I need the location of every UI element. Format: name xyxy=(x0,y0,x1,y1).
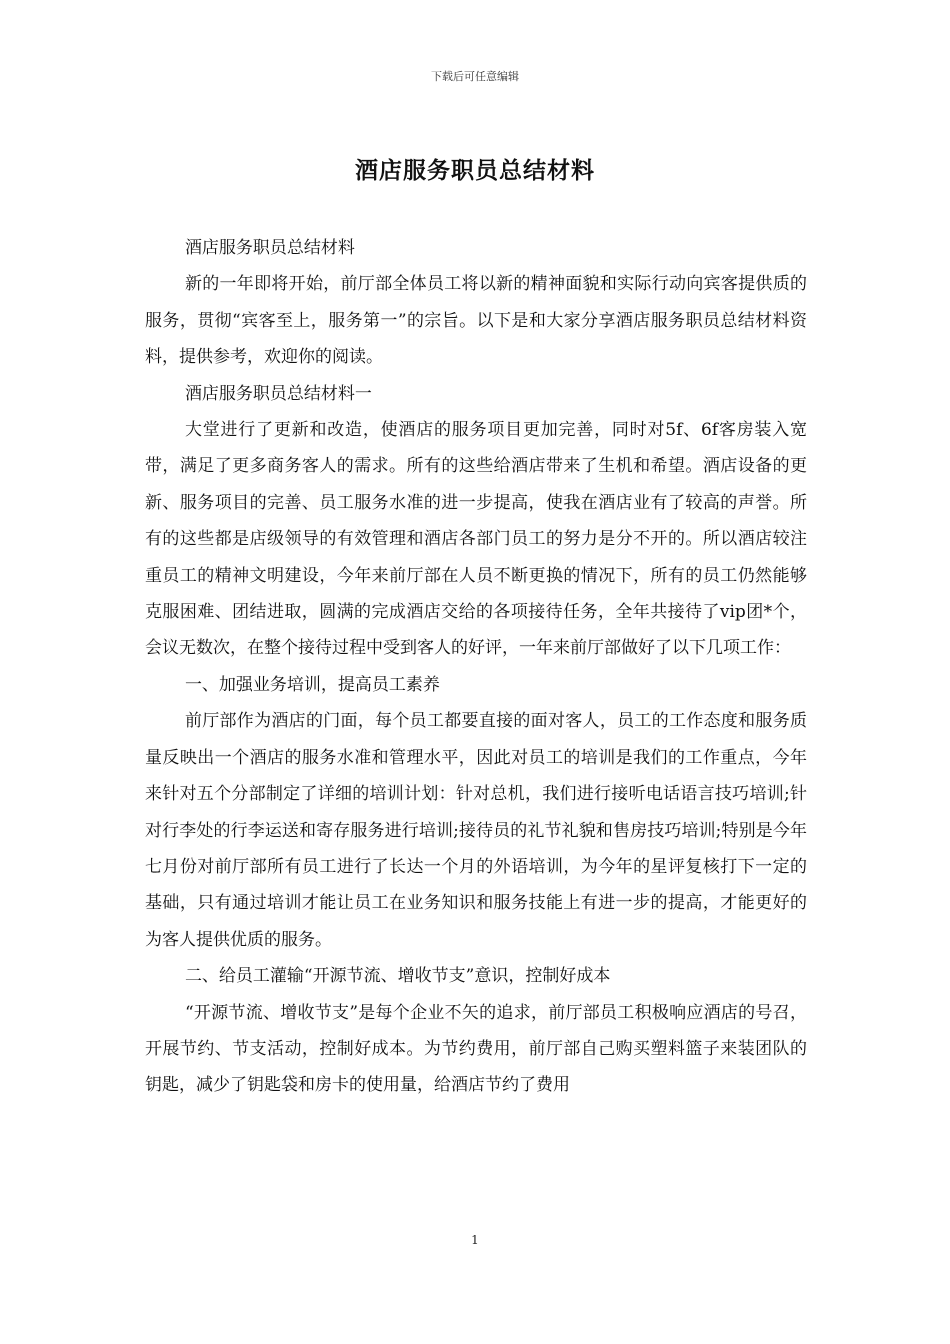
paragraph-subtitle: 酒店服务职员总结材料 xyxy=(184,238,355,258)
paragraph-body: 前厅部作为酒店的门面，每个员工都要直接的面对客人，员工的工作态度和服务质量反映出一个酒店的服务水准和管理水平，因此对员工的培训是我们的工作重点，今年来针对五个分部制定了详细的培训计划：针对总机，我们进行接听电话语言技巧培训;针对行李处的行李运送和寄存服务进行培训;接待员的礼节礼貌和售房技巧培训;特别是今年七月份对前厅部所有员工进行了长达一个月的外语培训，为今年的星评复核打下一定的基础，只有通过培训才能让员工在业务知识和服务技能上有进一步的提高，才能更好的为客人提供优质的服务。 xyxy=(145,711,807,950)
paragraph-body: “开源节流、增收节支”是每个企业不矢的追求，前厅部员工积极响应酒店的号召，开展节约、节支活动，控制好成本。为节约费用，前厅部自己购买塑料篮子来装团队的钥匙，减少了钥匙袋和房卡的使用量，给酒店节约了费用 xyxy=(145,1002,807,1096)
document-body xyxy=(145,230,807,1104)
paragraph-heading-training: 一、加强业务培训，提高员工素养 xyxy=(184,674,440,695)
header-note: 下载后可任意编辑 xyxy=(431,70,519,83)
page-number: 1 xyxy=(471,1233,479,1247)
paragraph-intro: 新的一年即将开始，前厅部全体员工将以新的精神面貌和实际行动向宾客提供质的服务，贯彻“宾客至上，服务第一”的宗旨。以下是和大家分享酒店服务职员总结材料资料，提供参考，欢迎你的阅读。 xyxy=(145,274,807,368)
paragraph-body: 大堂进行了更新和改造，使酒店的服务项目更加完善，同时对5f、6f客房装入宽带，满足了更多商务客人的需求。所有的这些给酒店带来了生机和希望。酒店设备的更新、服务项目的完善、员工服务水准的进一步提高，使我在酒店业有了较高的声誉。所有的这些都是店级领导的有效管理和酒店各部门员工的努力是分不开的。所以酒店较注重员工的精神文明建设，今年来前厅部在人员不断更换的情况下，所有的员工仍然能够克服困难、团结进取，圆满的完成酒店交给的各项接待任务，全年共接待了vip团*个，会议无数次，在整个接待过程中受到客人的好评，一年来前厅部做好了以下几项工作： xyxy=(145,420,807,659)
paragraph-section-heading: 酒店服务职员总结材料一 xyxy=(184,383,372,404)
document-title: 酒店服务职员总结材料 xyxy=(355,157,595,184)
paragraph-heading-cost: 二、给员工灌输“开源节流、增收节支”意识，控制好成本 xyxy=(184,966,611,987)
